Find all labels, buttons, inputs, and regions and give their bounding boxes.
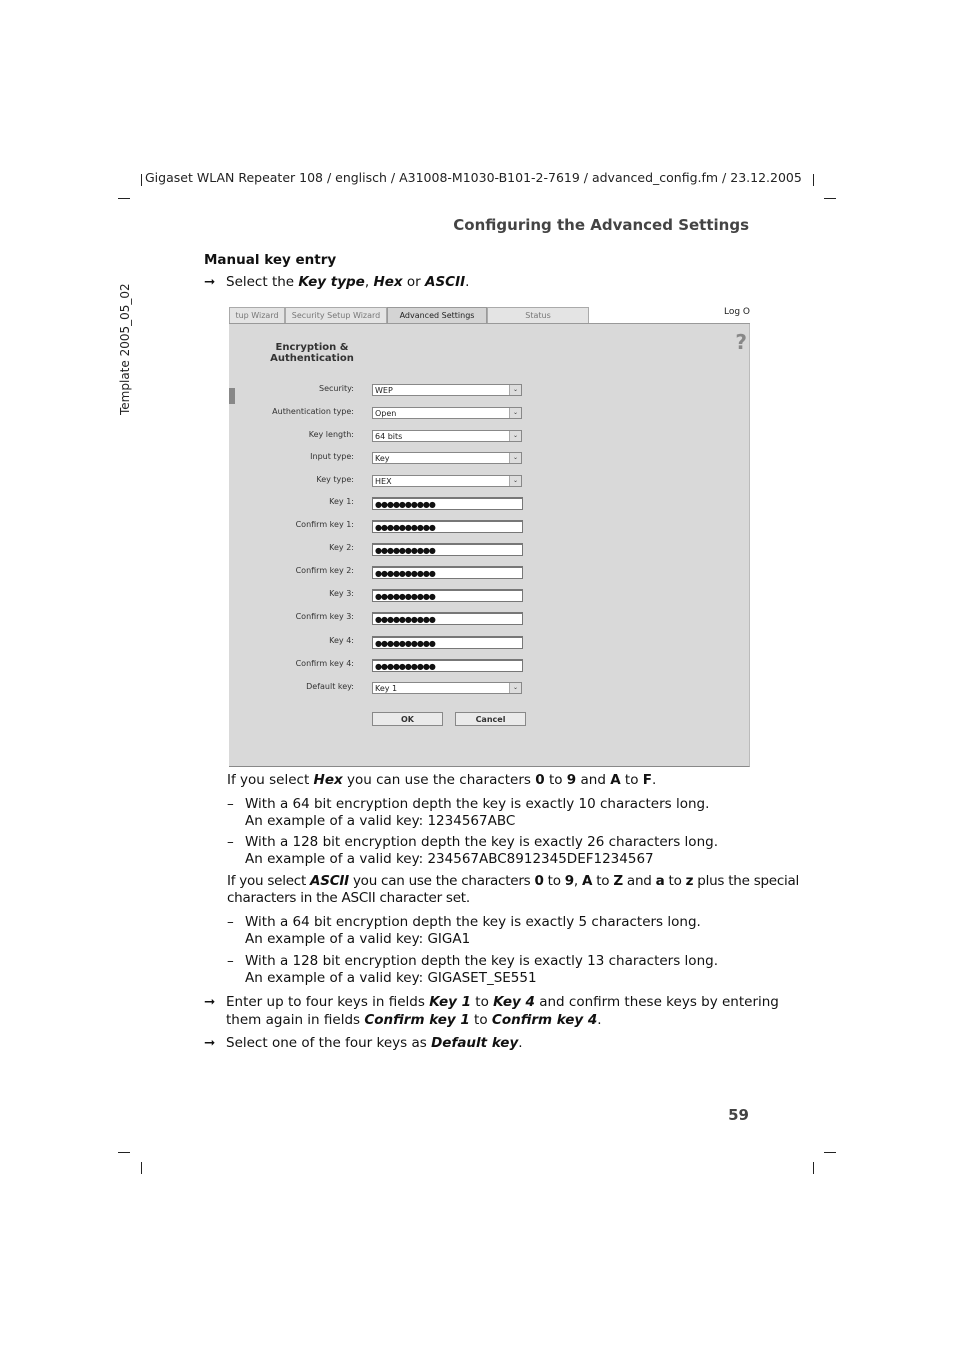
crop-mark xyxy=(824,198,836,199)
arrow-icon: ➞ xyxy=(204,994,216,1010)
crop-mark xyxy=(141,1162,142,1174)
key-type-label: Key type: xyxy=(316,475,354,484)
chevron-down-icon: ⌄ xyxy=(509,683,521,693)
panel-title: Encryption & Authentication xyxy=(270,342,354,364)
confirm-key4-input[interactable]: ●●●●●●●●●● xyxy=(372,659,523,672)
key1-input[interactable]: ●●●●●●●●●● xyxy=(372,497,523,510)
tab-setup-wizard[interactable]: tup Wizard xyxy=(229,307,285,323)
confirm-key2-input[interactable]: ●●●●●●●●●● xyxy=(372,566,523,579)
ok-button[interactable]: OK xyxy=(372,712,443,726)
key-type-select[interactable]: HEX ⌄ xyxy=(372,475,522,487)
bullet-dash: – xyxy=(227,796,234,812)
chevron-down-icon: ⌄ xyxy=(509,385,521,395)
running-header: Gigaset WLAN Repeater 108 / englisch / A31008-M1030-B101-2-7619 / advanced_config.fm / 23.12.2005 xyxy=(145,170,802,185)
heading-manual-key-entry: Manual key entry xyxy=(204,252,337,268)
key2-input[interactable]: ●●●●●●●●●● xyxy=(372,543,523,556)
default-key-select[interactable]: Key 1 ⌄ xyxy=(372,682,522,694)
input-type-select[interactable]: Key ⌄ xyxy=(372,452,522,464)
crop-mark xyxy=(118,1152,130,1153)
key-length-label: Key length: xyxy=(308,430,354,439)
help-icon[interactable]: ? xyxy=(735,330,747,354)
arrow-icon: ➞ xyxy=(204,1035,216,1051)
bullet-dash: – xyxy=(227,834,234,850)
key-length-select[interactable]: 64 bits ⌄ xyxy=(372,430,522,442)
logout-link[interactable]: Log O xyxy=(723,307,750,317)
key2-label: Key 2: xyxy=(329,543,354,552)
arrow-icon: ➞ xyxy=(204,274,216,290)
key4-input[interactable]: ●●●●●●●●●● xyxy=(372,636,523,649)
bullet-dash: – xyxy=(227,953,234,969)
crop-mark xyxy=(813,1162,814,1174)
step-enter-keys: ➞ Enter up to four keys in fields Key 1 to Key 4 and confirm these keys by entering them again in fields Confirm key 1 to Confirm key 4. xyxy=(204,994,779,1028)
chevron-down-icon: ⌄ xyxy=(509,431,521,441)
hex-intro: If you select Hex you can use the characters 0 to 9 and A to F. xyxy=(227,772,657,788)
tab-security-setup-wizard[interactable]: Security Setup Wizard xyxy=(285,307,387,323)
confirm-key3-label: Confirm key 3: xyxy=(295,612,354,621)
config-screenshot xyxy=(229,306,750,767)
input-type-label: Input type: xyxy=(310,452,354,461)
step-select-key-type: ➞ Select the Key type, Hex or ASCII. xyxy=(204,274,470,290)
confirm-key4-label: Confirm key 4: xyxy=(295,659,354,668)
auth-type-label: Authentication type: xyxy=(272,407,354,416)
confirm-key3-input[interactable]: ●●●●●●●●●● xyxy=(372,612,523,625)
settings-panel xyxy=(229,324,750,767)
crop-mark xyxy=(813,174,814,186)
confirm-key2-label: Confirm key 2: xyxy=(295,566,354,575)
tab-bar xyxy=(229,306,750,324)
ascii-intro: If you select ASCII you can use the characters 0 to 9, A to Z and a to z plus the special characters in the ASCII character set. xyxy=(227,873,800,906)
ascii-bullet-64: With a 64 bit encryption depth the key is exactly 5 characters long. An example of a valid key: GIGA1 xyxy=(245,914,701,947)
key1-label: Key 1: xyxy=(329,497,354,506)
bullet-dash: – xyxy=(227,914,234,930)
confirm-key1-input[interactable]: ●●●●●●●●●● xyxy=(372,520,523,533)
security-select[interactable]: WEP ⌄ xyxy=(372,384,522,396)
default-key-label: Default key: xyxy=(306,682,354,691)
ascii-bullet-128: With a 128 bit encryption depth the key is exactly 13 characters long. An example of a valid key: GIGASET_SE551 xyxy=(245,953,718,986)
crop-mark xyxy=(824,1152,836,1153)
key3-input[interactable]: ●●●●●●●●●● xyxy=(372,589,523,602)
hex-bullet-128: With a 128 bit encryption depth the key is exactly 26 characters long. An example of a valid key: 234567ABC8912345DEF1234567 xyxy=(245,834,718,867)
confirm-key1-label: Confirm key 1: xyxy=(295,520,354,529)
key4-label: Key 4: xyxy=(329,636,354,645)
chevron-down-icon: ⌄ xyxy=(509,453,521,463)
scrollbar-thumb[interactable] xyxy=(229,388,235,404)
section-title: Configuring the Advanced Settings xyxy=(453,216,749,234)
security-label: Security: xyxy=(319,384,354,393)
crop-mark xyxy=(118,198,130,199)
tab-advanced-settings[interactable]: Advanced Settings xyxy=(387,307,487,323)
chevron-down-icon: ⌄ xyxy=(509,476,521,486)
step-select-default-key: ➞ Select one of the four keys as Default key. xyxy=(204,1035,523,1051)
page-number: 59 xyxy=(728,1106,749,1124)
cancel-button[interactable]: Cancel xyxy=(455,712,526,726)
template-label: Template 2005_05_02 xyxy=(118,283,132,415)
hex-bullet-64: With a 64 bit encryption depth the key is exactly 10 characters long. An example of a valid key: 1234567ABC xyxy=(245,796,710,829)
key3-label: Key 3: xyxy=(329,589,354,598)
auth-type-select[interactable]: Open ⌄ xyxy=(372,407,522,419)
header-bar xyxy=(141,174,142,186)
tab-status[interactable]: Status xyxy=(487,307,589,323)
chevron-down-icon: ⌄ xyxy=(509,408,521,418)
